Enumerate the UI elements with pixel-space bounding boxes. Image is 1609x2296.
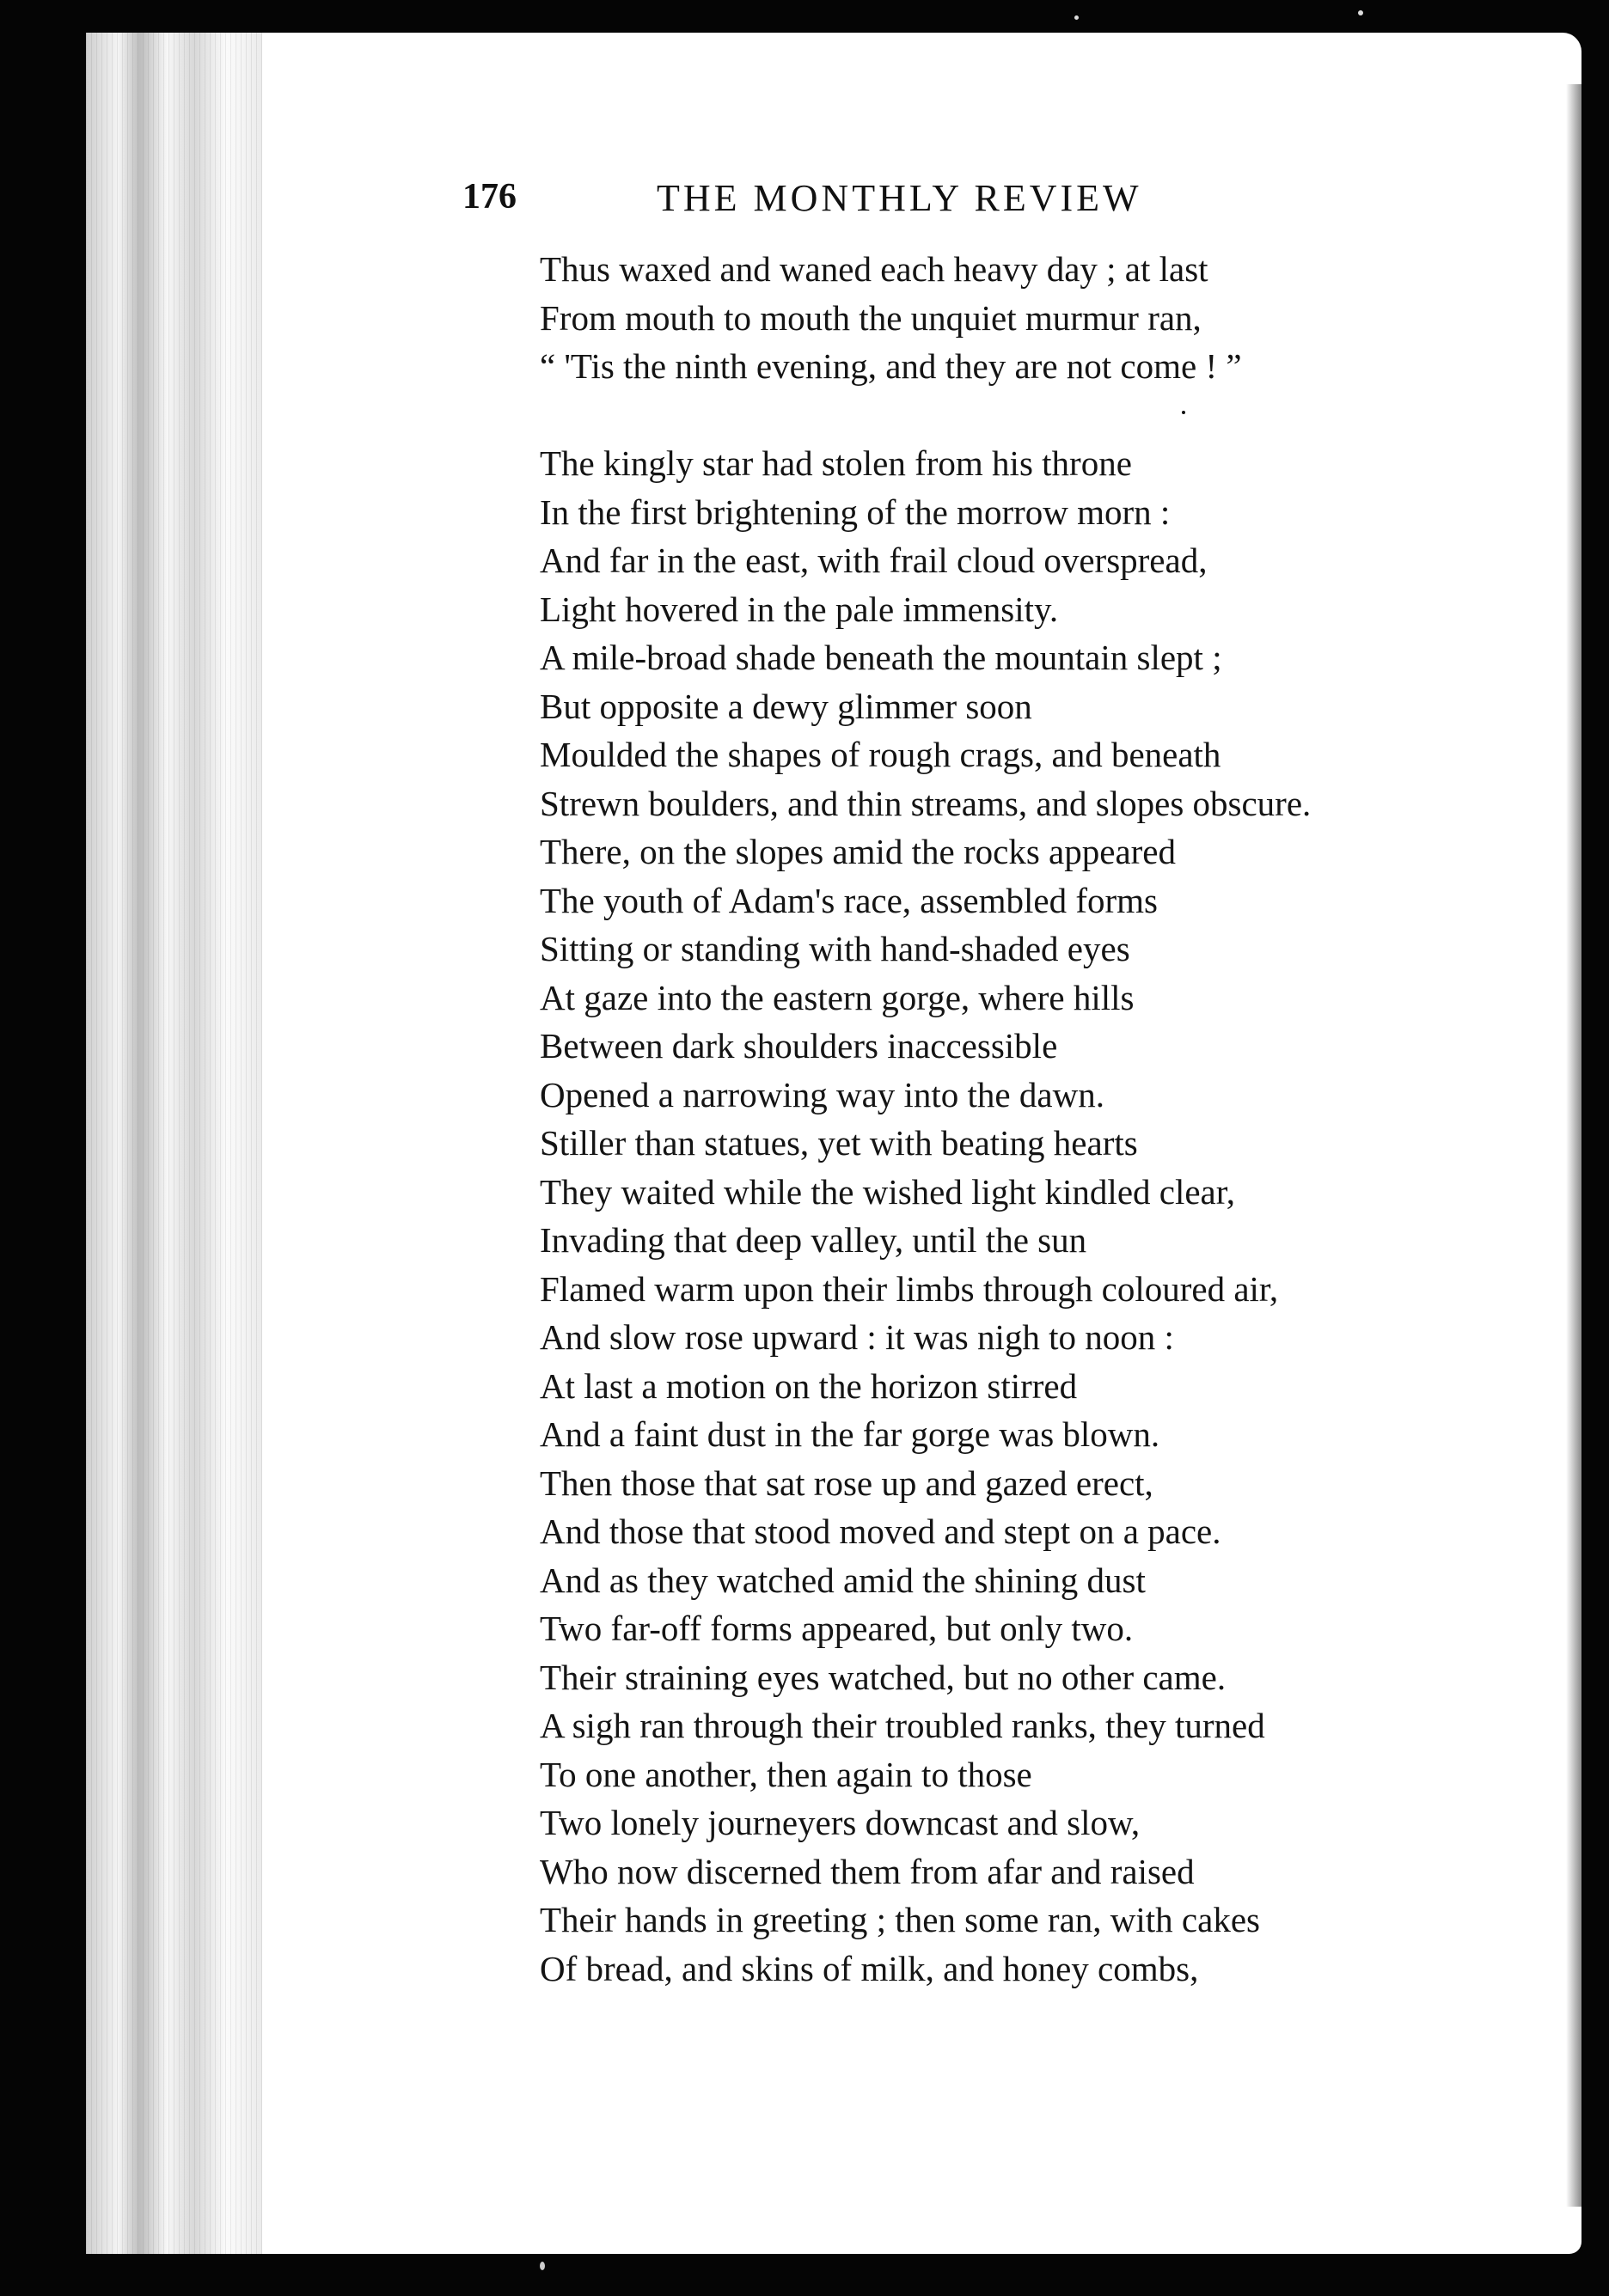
poem-line: Two far-off forms appeared, but only two. xyxy=(540,1609,1134,1648)
stanza xyxy=(540,439,1528,1993)
poem-line: Their hands in greeting ; then some ran, with cakes xyxy=(540,1900,1260,1939)
scan-speck xyxy=(1358,10,1363,15)
scan-speck xyxy=(1182,411,1185,414)
poem-line: They waited while the wished light kindled clear, xyxy=(540,1171,1236,1212)
poem-line: At gaze into the eastern gorge, where hills xyxy=(540,977,1135,1017)
poem-line: To one another, then again to those xyxy=(540,1754,1032,1794)
poem-line: But opposite a dewy glimmer soon xyxy=(540,686,1032,726)
poem-text xyxy=(540,245,1528,1993)
poem-line: In the first brightening of the morrow morn : xyxy=(540,492,1171,532)
poem-line: At last a motion on the horizon stirred xyxy=(540,1365,1078,1406)
poem-line: And a faint dust in the far gorge was blown. xyxy=(540,1414,1160,1454)
poem-line: Invading that deep valley, until the sun xyxy=(540,1220,1087,1260)
poem-line: A mile-broad shade beneath the mountain slept ; xyxy=(540,638,1222,677)
poem-line: Stiller than statues, yet with beating hearts xyxy=(540,1123,1138,1163)
poem-line: Moulded the shapes of rough crags, and beneath xyxy=(540,735,1221,774)
poem-line: And as they watched amid the shining dust xyxy=(540,1560,1146,1600)
poem-line: Two lonely journeyers downcast and slow, xyxy=(540,1803,1141,1842)
poem-line: Opened a narrowing way into the dawn. xyxy=(540,1074,1104,1114)
page-edge-shadow xyxy=(1566,84,1581,2207)
scan-speck xyxy=(540,2262,545,2270)
running-head xyxy=(462,176,1288,228)
poem-line: From mouth to mouth the unquiet murmur ran, xyxy=(540,297,1202,338)
poem-line: The kingly star had stolen from his throne xyxy=(540,443,1132,483)
poem-line: There, on the slopes amid the rocks appeared xyxy=(540,832,1177,871)
poem-line: Then those that sat rose up and gazed erect, xyxy=(540,1462,1153,1503)
poem-line: Strewn boulders, and thin streams, and slopes obscure. xyxy=(540,783,1312,823)
journal-title: THE MONTHLY REVIEW xyxy=(657,177,1142,219)
poem-line: Of bread, and skins of milk, and honey combs, xyxy=(540,1948,1199,1988)
stacked-page-edges xyxy=(86,33,266,2254)
poem-line: Flamed warm upon their limbs through coloured air, xyxy=(540,1268,1279,1309)
poem-line: And those that stood moved and stept on a pace. xyxy=(540,1511,1221,1551)
poem-line: Light hovered in the pale immensity. xyxy=(540,589,1059,629)
poem-line: And slow rose upward : it was nigh to noon : xyxy=(540,1317,1174,1357)
poem-line: Thus waxed and waned each heavy day ; at last xyxy=(540,249,1208,289)
poem-line: And far in the east, with frail cloud overspread, xyxy=(540,540,1208,580)
poem-line: Their straining eyes watched, but no other came. xyxy=(540,1657,1227,1697)
poem-line: A sigh ran through their troubled ranks, they turned xyxy=(540,1706,1265,1745)
poem-line: Who now discerned them from afar and raised xyxy=(540,1851,1195,1891)
poem-line: Between dark shoulders inaccessible xyxy=(540,1026,1058,1066)
scan-speck xyxy=(1074,15,1079,20)
poem-line: “ 'Tis the ninth evening, and they are not come ! ” xyxy=(540,346,1242,386)
page-number: 176 xyxy=(462,177,517,217)
poem-line: The youth of Adam's race, assembled forms xyxy=(540,880,1159,920)
stanza xyxy=(540,245,1528,391)
poem-line: Sitting or standing with hand-shaded eyes xyxy=(540,929,1130,968)
